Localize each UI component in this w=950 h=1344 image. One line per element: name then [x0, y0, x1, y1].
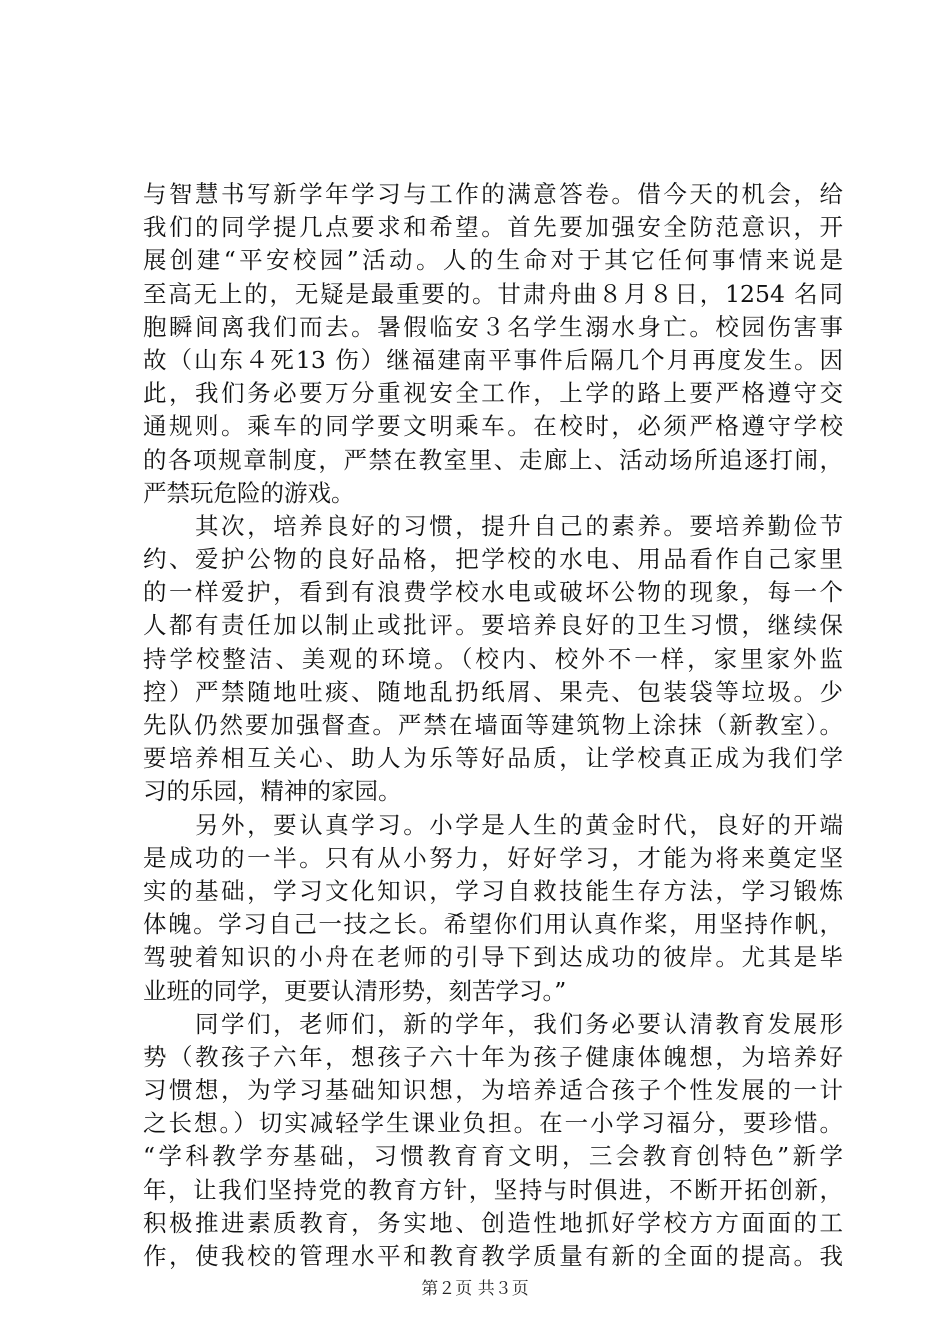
- text-line: 至高无上的，无疑是最重要的。甘肃舟曲８月８日，1254 名同: [143, 279, 843, 308]
- text-line: 此，我们务必要万分重视安全工作，上学的路上要严格遵守交: [143, 379, 843, 408]
- text-line: 之长想。）切实减轻学生课业负担。在一小学习福分，要珍惜。: [143, 1109, 843, 1138]
- text-line: 实的基础，学习文化知识，学习自救技能生存方法，学习锻炼: [143, 876, 843, 905]
- text-line: 我们的同学提几点要求和希望。首先要加强安全防范意识，开: [143, 213, 843, 242]
- paragraph: [143, 178, 843, 510]
- text-line: 约、爱护公物的良好品格，把学校的水电、用品看作自己家里: [143, 545, 843, 574]
- paragraph: [143, 510, 843, 809]
- paragraph: [143, 1008, 843, 1274]
- text-line: 控）严禁随地吐痰、随地乱扔纸屑、果壳、包装袋等垃圾。少: [143, 677, 843, 706]
- text-line: 同学们，老师们，新的学年，我们务必要认清教育发展形: [143, 1009, 843, 1038]
- text-line: 的各项规章制度，严禁在教室里、走廊上、活动场所追逐打闹，: [143, 445, 843, 474]
- page-footer: 第２页 共３页: [421, 1279, 529, 1299]
- text-line: 人都有责任加以制止或批评。要培养良好的卫生习惯，继续保: [143, 611, 843, 640]
- text-line: 驾驶着知识的小舟在老师的引导下到达成功的彼岸。尤其是毕: [143, 943, 843, 972]
- text-line: 故（山东４死13 伤）继福建南平事件后隔几个月再度发生。因: [143, 345, 843, 374]
- text-line: 持学校整洁、美观的环境。（校内、校外不一样，家里家外监: [143, 644, 843, 673]
- text-line: 其次，培养良好的习惯，提升自己的素养。要培养勤俭节: [143, 511, 843, 540]
- text-line: “学科教学夯基础，习惯教育育文明，三会教育创特色”新学: [143, 1142, 843, 1171]
- text-line: 要培养相互关心、助人为乐等好品质，让学校真正成为我们学: [143, 744, 843, 773]
- text-line: 积极推进素质教育，务实地、创造性地抓好学校方方面面的工: [143, 1208, 843, 1237]
- text-line: 与智慧书写新学年学习与工作的满意答卷。借今天的机会，给: [143, 180, 843, 208]
- text-line: 先队仍然要加强督查。严禁在墙面等建筑物上涂抹（新教室）。: [143, 711, 843, 739]
- text-line: 另外，要认真学习。小学是人生的黄金时代，良好的开端: [143, 810, 843, 839]
- text-line: 习惯想，为学习基础知识想，为培养适合孩子个性发展的一计: [143, 1076, 843, 1105]
- text-line: 习的乐园，精神的家园。: [143, 777, 402, 806]
- paragraph: [143, 809, 843, 1008]
- text-line: 业班的同学，更要认清形势，刻苦学习。”: [143, 976, 567, 1005]
- text-line: 胞瞬间离我们而去。暑假临安３名学生溺水身亡。校园伤害事: [143, 312, 843, 341]
- text-line: 年，让我们坚持党的教育方针，坚持与时俱进，不断开拓创新，: [143, 1175, 843, 1204]
- text-line: 是成功的一半。只有从小努力，好好学习，才能为将来奠定坚: [143, 843, 843, 872]
- text-line: 体魄。学习自己一技之长。希望你们用认真作桨，用坚持作帆，: [143, 910, 843, 939]
- document-body: [143, 178, 843, 1273]
- text-line: 通规则。乘车的同学要文明乘车。在校时，必须严格遵守学校: [143, 412, 843, 441]
- text-line: 严禁玩危险的游戏。: [143, 478, 355, 507]
- text-line: 作，使我校的管理水平和教育教学质量有新的全面的提高。我: [143, 1242, 843, 1270]
- text-line: 的一样爱护，看到有浪费学校水电或破坏公物的现象，每一个: [143, 578, 843, 607]
- text-line: 展创建“平安校园”活动。人的生命对于其它任何事情来说是: [143, 246, 843, 275]
- text-line: 势（教孩子六年，想孩子六十年为孩子健康体魄想，为培养好: [143, 1042, 843, 1071]
